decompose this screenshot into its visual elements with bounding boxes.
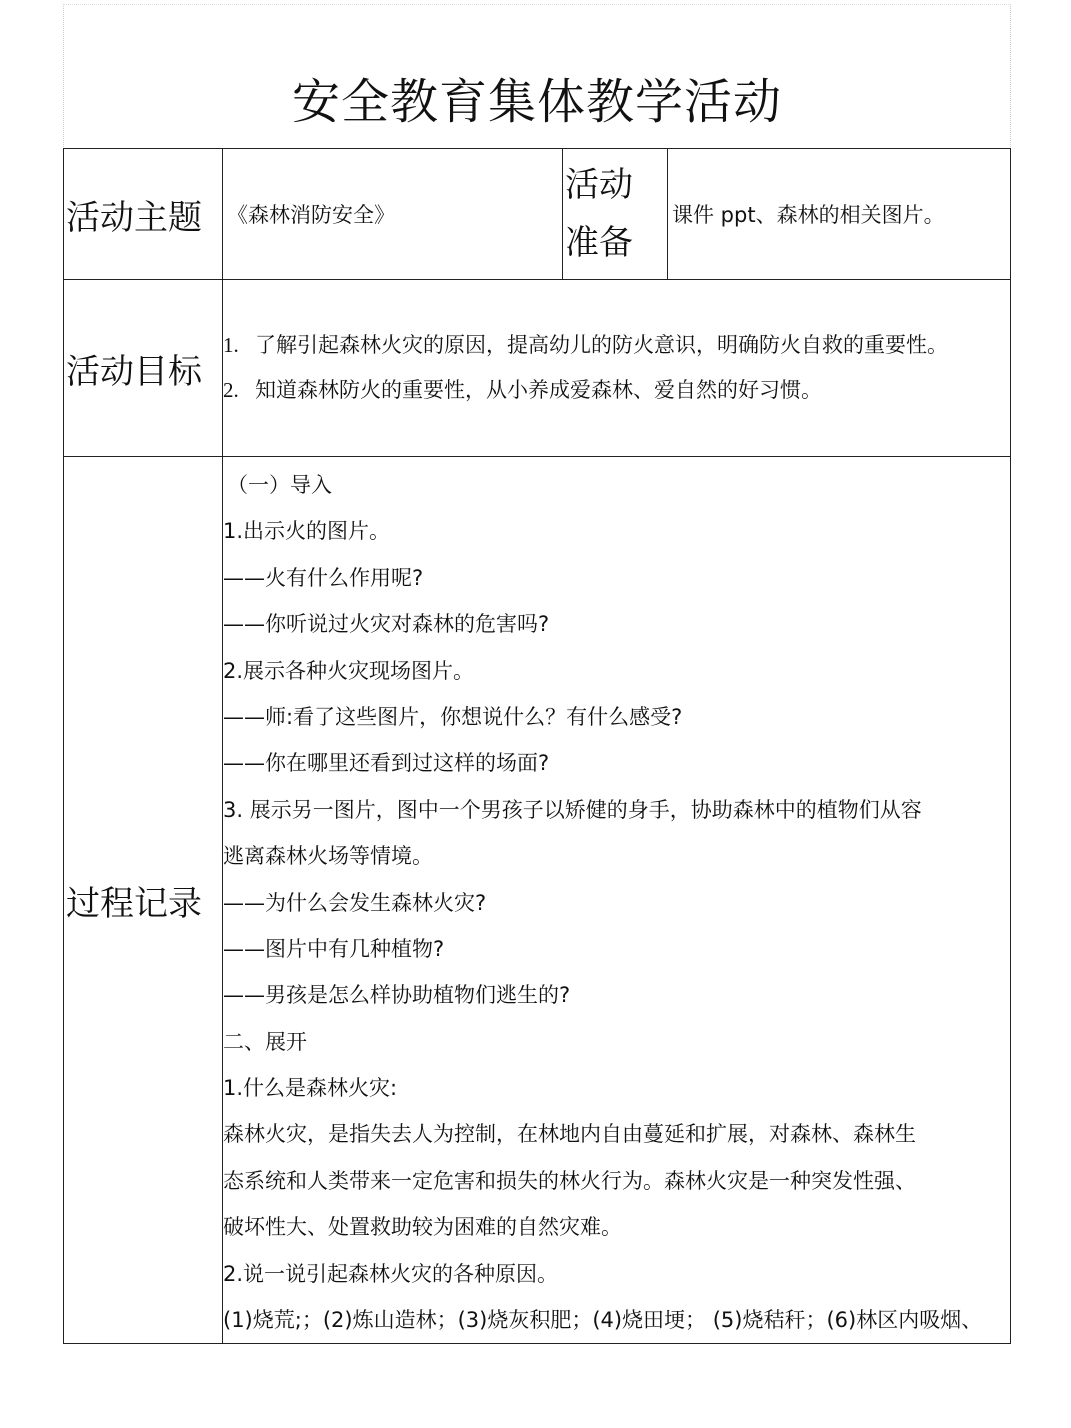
goal-item [223,368,1010,413]
goals-label: 活动目标 [64,280,223,457]
goal-number: 1. [223,333,239,357]
prep-label-line2: 准备 [565,223,633,263]
prep-label [563,149,668,280]
goal-text: 知道森林防火的重要性，从小养成爱森林、爱自然的好习惯。 [255,378,822,402]
process-line: ——你在哪里还看到过这样的场面? [223,751,550,776]
process-line: (1)烧荒;；(2)炼山造林；(3)烧灰积肥；(4)烧田埂； (5)烧秸秆；(6)林区内吸烟、 [223,1308,983,1333]
prep-value: 课件 ppt、森林的相关图片。 [668,149,1011,280]
process-line: 逃离森林火场等情境。 [223,844,433,869]
theme-label: 活动主题 [64,149,223,280]
goal-number: 2. [223,378,239,402]
document-title: 安全教育集体教学活动 [291,74,782,130]
theme-row [64,149,1011,280]
process-content [223,457,1011,1344]
process-line: 1.什么是森林火灾: [223,1076,398,1101]
process-line: 二、展开 [223,1029,307,1054]
process-line: 态系统和人类带来一定危害和损失的林火行为。森林火灾是一种突发性强、 [223,1168,916,1193]
theme-value: 《森林消防安全》 [223,149,563,280]
goals-row [64,280,1011,457]
process-row [64,457,1011,1344]
process-lines [223,457,1010,1343]
process-line: 1.出示火的图片。 [223,519,391,544]
title-area [63,4,1011,149]
process-line: （一）导入 [227,473,332,497]
process-line: 2.展示各种火灾现场图片。 [223,658,475,683]
process-line: ——图片中有几种植物? [223,936,445,961]
goal-text: 了解引起森林火灾的原因，提高幼儿的防火意识，明确防火自救的重要性。 [255,333,948,357]
process-line: ——火有什么作用呢? [223,565,424,590]
process-line: ——师:看了这些图片，你想说什么？有什么感受? [223,704,683,729]
process-line: ——男孩是怎么样协助植物们逃生的? [223,983,571,1008]
process-line: 2.说一说引起森林火灾的各种原因。 [223,1261,559,1286]
prep-label-line1: 活动 [565,165,633,205]
process-line: 3. 展示另一图片，图中一个男孩子以矫健的身手，协助森林中的植物们从容 [223,797,922,822]
process-line: ——你听说过火灾对森林的危害吗? [223,612,550,637]
activity-table [63,148,1011,1344]
goals-content [223,280,1011,457]
process-line: 破坏性大、处置救助较为困难的自然灾难。 [223,1215,622,1240]
process-line: 森林火灾，是指失去人为控制，在林地内自由蔓延和扩展，对森林、森林生 [223,1122,916,1147]
goal-item [223,323,1010,368]
process-line: ——为什么会发生森林火灾? [223,890,487,915]
process-label: 过程记录 [64,457,223,1344]
